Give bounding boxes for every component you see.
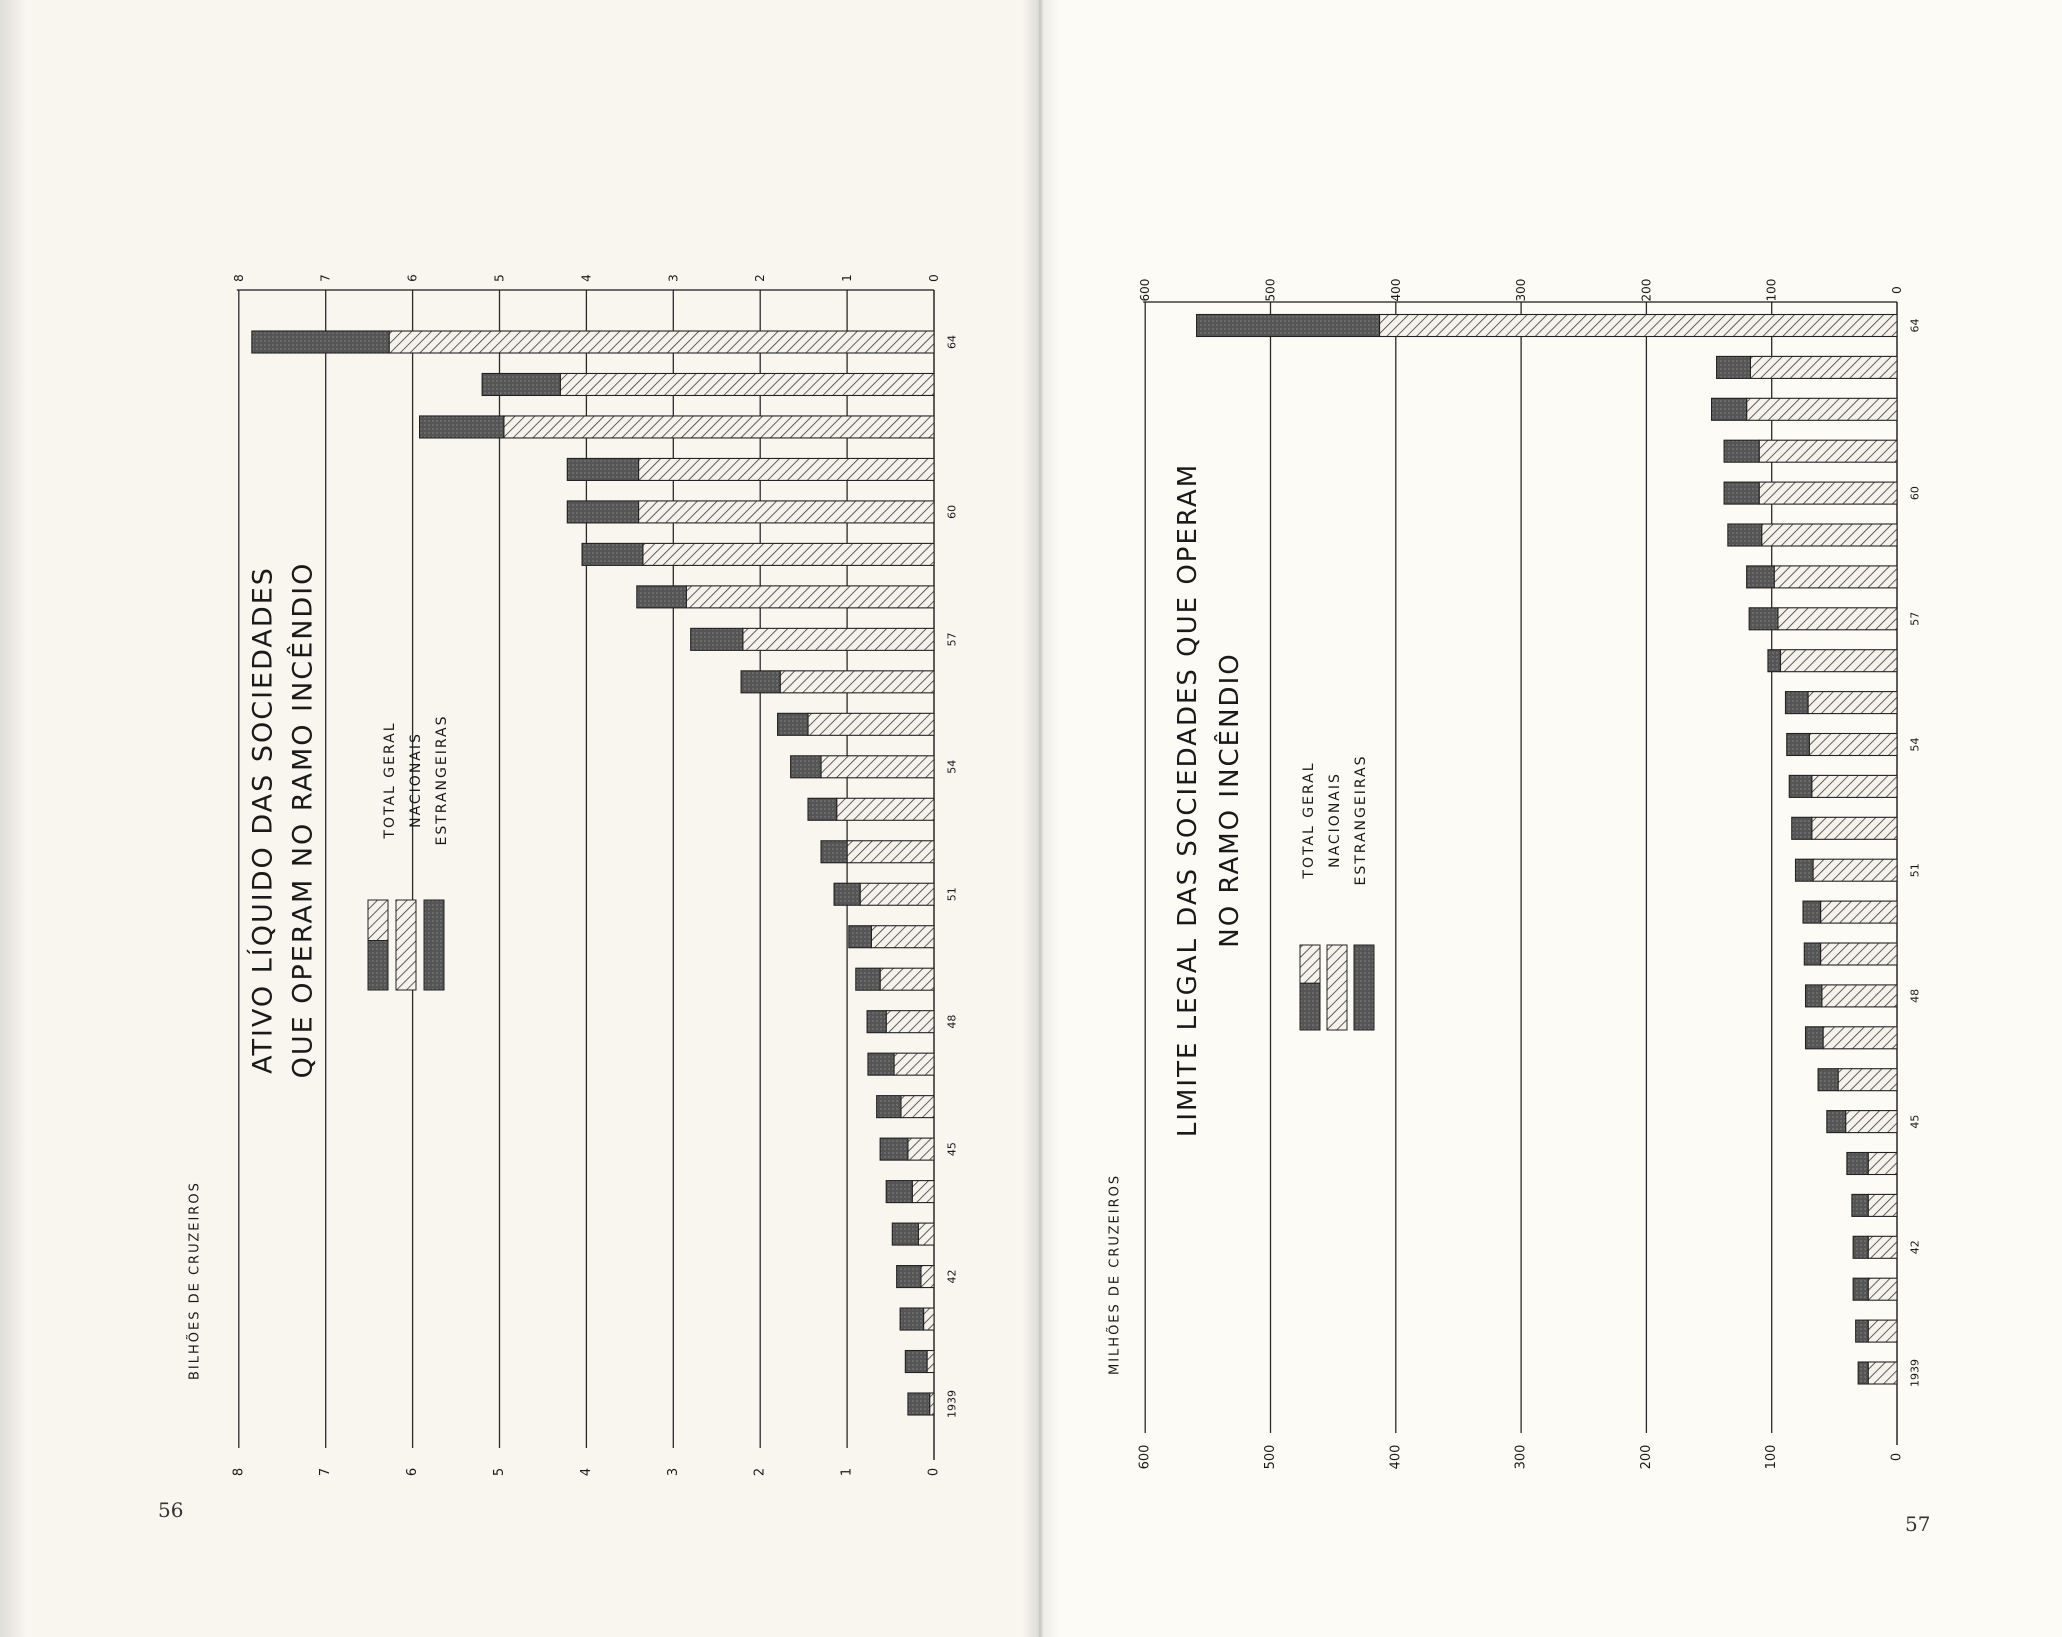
year-label: 1939 [945, 1390, 959, 1418]
bar-nacionais [1868, 1362, 1897, 1384]
bar-nacionais [1821, 901, 1897, 923]
x-tick-label-top: 200 [1639, 278, 1654, 302]
x-tick-label-top: 3 [666, 274, 681, 282]
chart-title: QUE OPERAM NO RAMO INCÊNDIO [287, 561, 319, 1079]
x-tick-label-top: 1 [840, 274, 855, 282]
year-label: 54 [1908, 737, 1922, 752]
year-label: 45 [945, 1142, 959, 1157]
bar-nacionais [1809, 734, 1897, 756]
bar-estrangeiras [1847, 1153, 1868, 1175]
x-tick-label-top: 2 [753, 274, 768, 282]
x-tick-label-top: 0 [1890, 286, 1904, 294]
x-tick-label-top: 100 [1764, 278, 1779, 302]
x-tick-label-top: 600 [1138, 278, 1153, 302]
bar-estrangeiras [1806, 1027, 1824, 1049]
bar-estrangeiras [1792, 817, 1812, 839]
bar-nacionais [1747, 398, 1897, 420]
bar-nacionais [1813, 859, 1897, 881]
bar-estrangeiras [1818, 1069, 1838, 1091]
bar-estrangeiras [1728, 524, 1762, 546]
bar-nacionais [1778, 608, 1897, 630]
x-tick-label-bottom: 500 [1263, 1444, 1278, 1470]
x-tick-label-top: 300 [1514, 278, 1529, 302]
bar-estrangeiras [1858, 1362, 1868, 1384]
bar-estrangeiras [1717, 356, 1751, 378]
legend-label: NACIONAIS [1327, 772, 1343, 868]
x-tick-label-top: 6 [405, 274, 420, 282]
bar-nacionais [1868, 1320, 1897, 1342]
page-number-left: 56 [158, 1498, 184, 1522]
bar-nacionais [1868, 1278, 1897, 1300]
year-label: 57 [1908, 611, 1922, 626]
legend-swatch-total-nacionais [1300, 945, 1320, 983]
bar-nacionais [1868, 1153, 1897, 1175]
bar-nacionais [1750, 356, 1897, 378]
x-tick-label-bottom: 4 [578, 1467, 594, 1477]
bar-estrangeiras [1806, 985, 1822, 1007]
x-tick-label-bottom: 300 [1513, 1444, 1529, 1470]
x-tick-label-bottom: 7 [318, 1467, 334, 1477]
legend-swatch-total-estrangeiras [1300, 983, 1320, 1030]
x-tick-label-bottom: 0 [926, 1467, 942, 1477]
legend-label: NACIONAIS [408, 732, 424, 828]
chart-title: NO RAMO INCÊNDIO [1215, 652, 1245, 948]
chart-title: LIMITE LEGAL DAS SOCIEDADES QUE OPERAM [1173, 462, 1203, 1138]
year-label: 48 [945, 1014, 959, 1029]
bar-nacionais [1808, 692, 1897, 714]
x-tick-label-bottom: 2 [752, 1467, 768, 1477]
unit-label: MILHÕES DE CRUZEIROS [1107, 1173, 1123, 1375]
bar-estrangeiras [1789, 775, 1812, 797]
legend-swatch [1327, 945, 1347, 1030]
bar-nacionais [1759, 482, 1897, 504]
bar-estrangeiras [1804, 943, 1820, 965]
x-tick-label-bottom: 3 [665, 1467, 681, 1477]
x-tick-label-bottom: 100 [1764, 1444, 1780, 1470]
bar-nacionais [1821, 943, 1897, 965]
bar-nacionais [1868, 1236, 1897, 1258]
unit-label: BILHÕES DE CRUZEIROS [187, 1181, 203, 1380]
legend-label: ESTRANGEIRAS [1353, 754, 1369, 886]
year-label: 1939 [1908, 1359, 1922, 1387]
bar-estrangeiras [1724, 482, 1759, 504]
x-tick-label-bottom: 8 [231, 1467, 247, 1477]
x-tick-label-bottom: 5 [492, 1467, 507, 1477]
x-tick-label-top: 5 [492, 274, 507, 282]
year-label: 54 [945, 759, 959, 774]
year-label: 64 [1908, 318, 1922, 333]
legend-label: TOTAL GERAL [1301, 761, 1317, 879]
bar-nacionais [1823, 1027, 1897, 1049]
x-tick-label-bottom: 6 [405, 1467, 421, 1477]
bar-estrangeiras [1768, 650, 1781, 672]
bar-estrangeiras [1749, 608, 1778, 630]
x-tick-label-bottom: 400 [1388, 1444, 1404, 1470]
bar-nacionais [1812, 775, 1897, 797]
year-label: 45 [1908, 1114, 1922, 1129]
bar-estrangeiras [1787, 734, 1810, 756]
x-tick-label-bottom: 200 [1638, 1444, 1654, 1470]
x-tick-label-top: 0 [927, 274, 941, 282]
bar-estrangeiras [1712, 398, 1747, 420]
x-tick-label-bottom: 1 [839, 1467, 855, 1477]
bar-estrangeiras [1747, 566, 1775, 588]
year-label: 57 [945, 632, 959, 647]
page-number-right: 57 [1905, 1512, 1931, 1536]
bar-estrangeiras [1796, 859, 1814, 881]
bar-nacionais [1762, 524, 1897, 546]
bar-estrangeiras [1724, 440, 1759, 462]
bar-nacionais [1868, 1194, 1897, 1216]
year-label: 51 [1908, 863, 1922, 878]
year-label: 51 [945, 887, 959, 902]
chart-title: ATIVO LÍQUIDO DAS SOCIEDADES [247, 566, 279, 1074]
x-tick-label-bottom: 0 [1889, 1452, 1905, 1462]
bar-nacionais [1759, 440, 1897, 462]
bar-nacionais [1846, 1111, 1897, 1133]
year-label: 60 [945, 504, 959, 519]
year-label: 42 [945, 1269, 959, 1284]
x-tick-label-top: 8 [231, 274, 246, 282]
bar-nacionais [1774, 566, 1897, 588]
year-label: 48 [1908, 988, 1922, 1003]
year-label: 60 [1908, 486, 1922, 501]
legend-label: TOTAL GERAL [382, 721, 398, 839]
year-label: 64 [945, 335, 959, 349]
bar-estrangeiras [1785, 692, 1808, 714]
bar-estrangeiras [1856, 1320, 1869, 1342]
bar-nacionais [1812, 817, 1897, 839]
bar-estrangeiras [1827, 1111, 1846, 1133]
x-tick-label-bottom: 600 [1137, 1444, 1153, 1470]
bar-estrangeiras [1852, 1194, 1868, 1216]
legend-label: ESTRANGEIRAS [434, 714, 450, 846]
bar-estrangeiras [1803, 901, 1821, 923]
x-tick-label-top: 400 [1388, 278, 1403, 302]
x-tick-label-top: 4 [579, 274, 594, 282]
bar-nacionais [1780, 650, 1897, 672]
x-tick-label-top: 7 [318, 274, 333, 282]
legend-swatch [1354, 945, 1374, 1030]
x-tick-label-top: 500 [1263, 278, 1278, 302]
bar-estrangeiras [1197, 315, 1380, 337]
bar-nacionais [1822, 985, 1897, 1007]
bar-estrangeiras [1853, 1236, 1868, 1258]
bar-nacionais [1380, 315, 1897, 337]
year-label: 42 [1908, 1240, 1922, 1255]
bar-estrangeiras [1853, 1278, 1868, 1300]
bar-nacionais [1838, 1069, 1897, 1091]
